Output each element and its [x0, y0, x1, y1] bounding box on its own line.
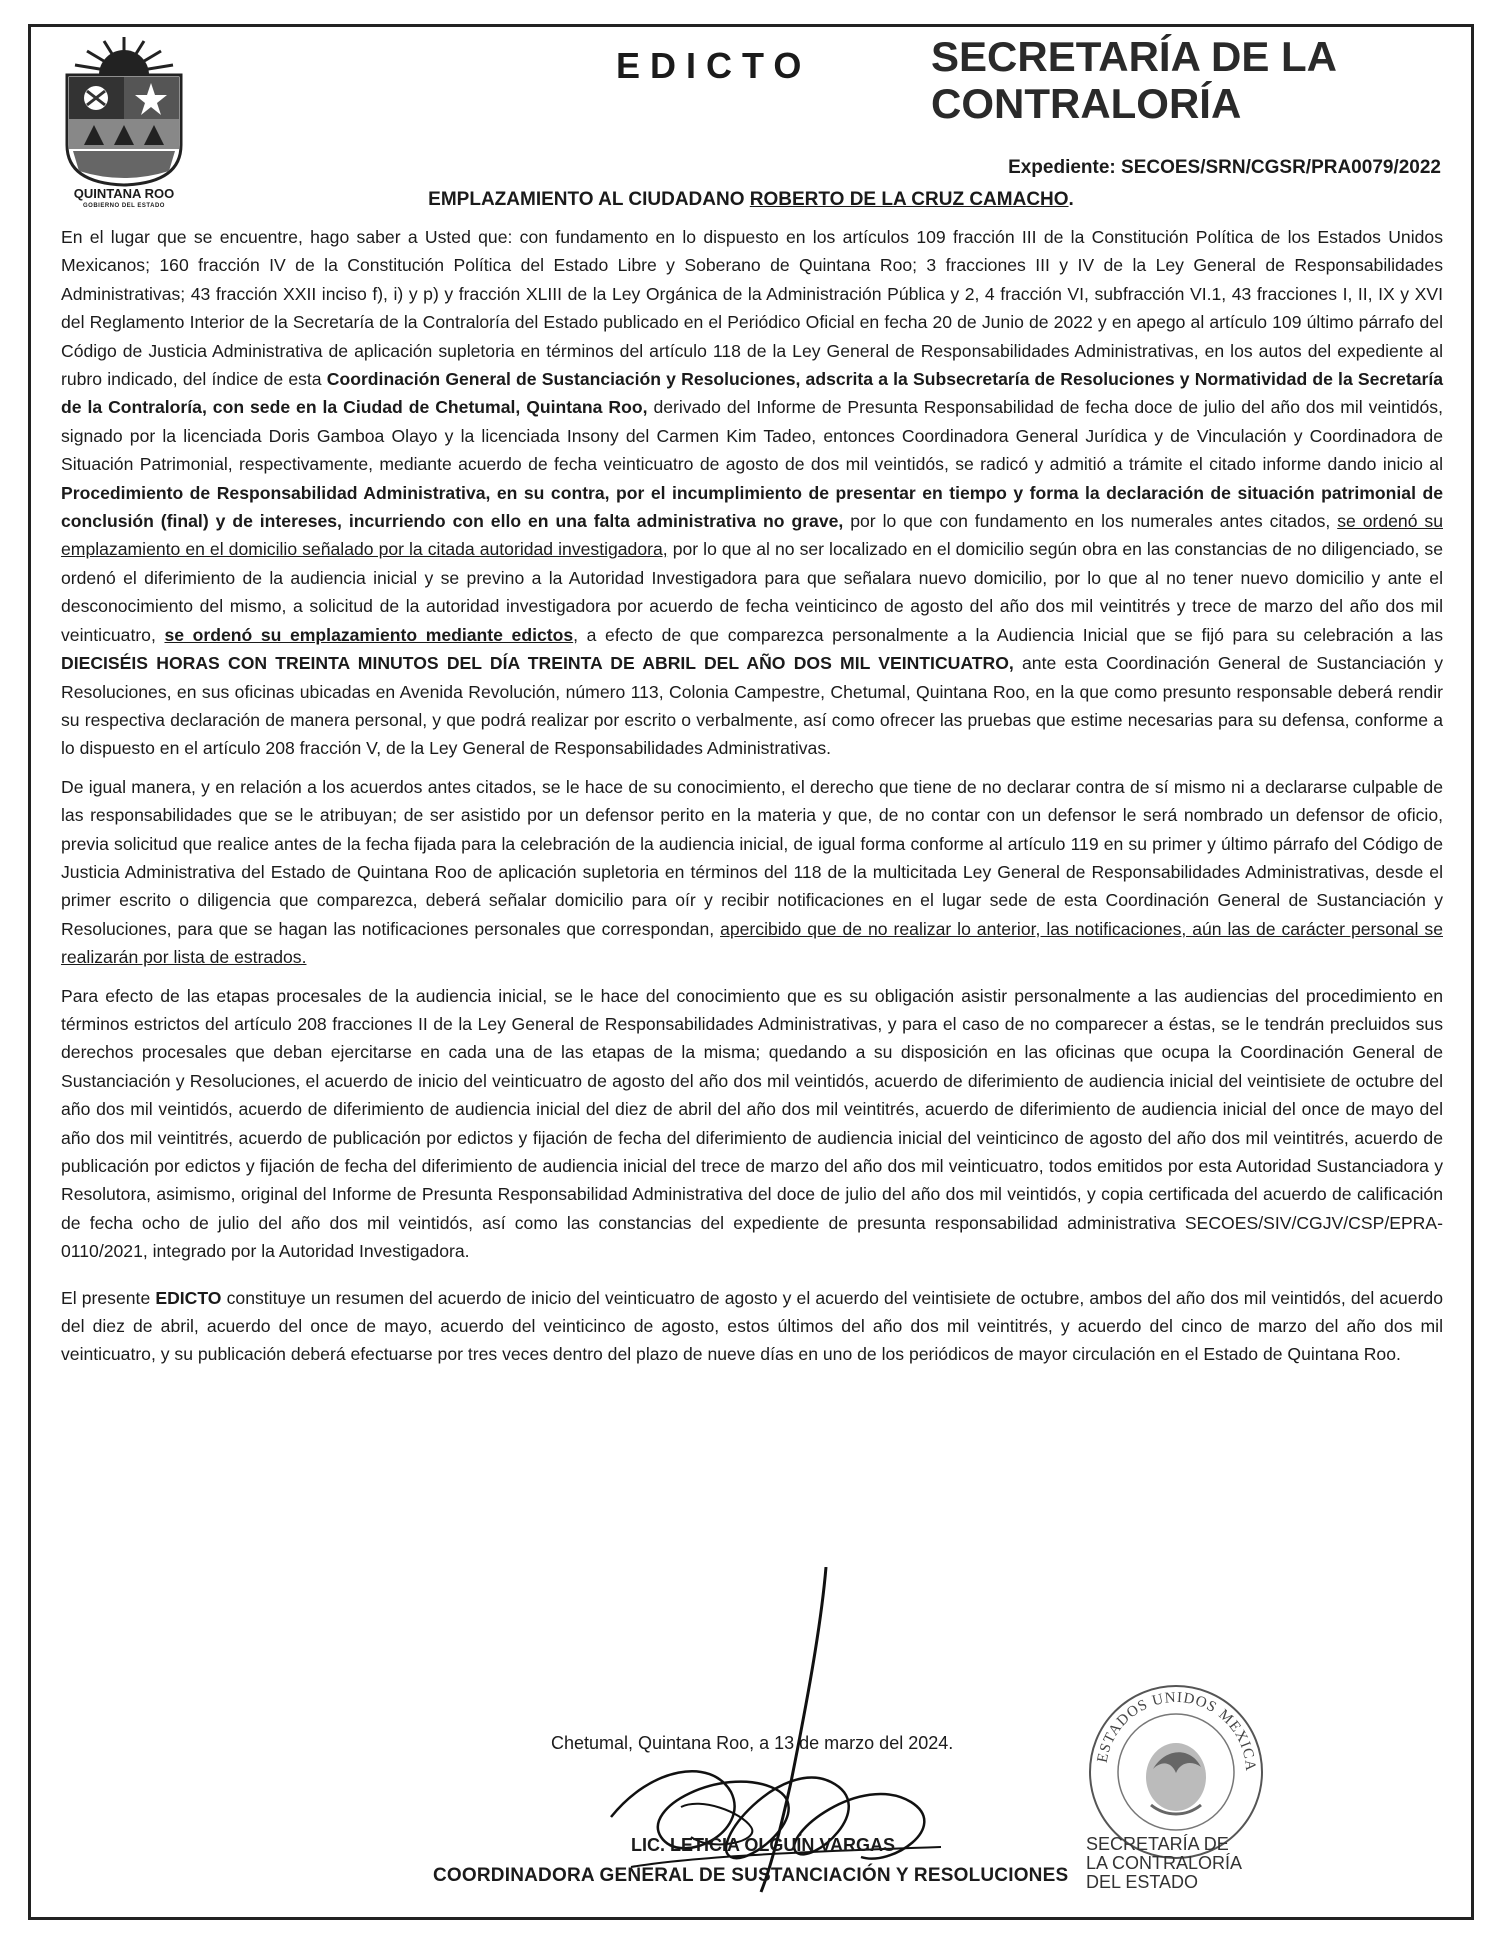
- p1-underline-2: se ordenó su emplazamiento mediante edictos: [164, 624, 574, 645]
- seal-arc-text: ESTADOS UNIDOS MEXICA: [1094, 1689, 1259, 1773]
- paragraph-4: [61, 1284, 1443, 1369]
- seal-line-1: SECRETARÍA DE: [1086, 1834, 1229, 1854]
- expediente-number: Expediente: SECOES/SRN/CGSR/PRA0079/2022: [1008, 157, 1441, 178]
- signer-role: COORDINADORA GENERAL DE SUSTANCIACIÓN Y RESOLUCIONES: [433, 1865, 1069, 1886]
- edicto-heading: EDICTO: [616, 45, 812, 86]
- document-header: [31, 27, 1471, 227]
- p1-text-4: por lo que al no ser localizado en el domicilio según obra en las constancias de no diligenciado, se ordenó el diferimiento de la audiencia inicial y se previno a la Autoridad Investigadora para que señalara nuevo domicilio, por lo que al no tener nuevo domicilio y ante el desconocimiento del mismo, a solicitud de la autoridad investigadora por acuerdo de fecha veinticinco de agosto del año dos mil veintitrés y trece de marzo del año dos mil veinticuatro,: [61, 539, 1443, 645]
- logo-name: QUINTANA ROO: [73, 186, 175, 201]
- p1-text-2: derivado del Informe de Presunta Responsabilidad de fecha doce de julio del año dos mil veintidós, signado por la licenciada Doris Gamboa Olayo y la licenciada Insony del Carmen Kim Tadeo, entonces Coordinadora General Jurídica y de Vinculación y Coordinadora de Situación Patrimonial, respectivamente, mediante acuerdo de fecha veinticuatro de agosto de dos mil veintidós, se radicó y admitió a trámite el citado informe dando inicio al: [61, 397, 1443, 475]
- p3-text-1: Para efecto de las etapas procesales de la audiencia inicial, se le hace del conocimiento que es su obligación asistir personalmente a las audiencias del procedimiento en términos estrictos del artículo 208 fracciones II de la Ley General de Responsabilidades Administrativas, y para el caso de no comparecer a éstas, se le tendrán precluidos sus derechos procesales que deban ejercitarse en cada una de las etapas de la misma; quedando a su disposición en las oficinas que ocupa la Coordinación General de Sustanciación y Resoluciones, el acuerdo de inicio del veinticuatro de agosto del año dos mil veintidós, acuerdo de diferimiento de audiencia inicial del veintisiete de octubre del año dos mil veintidós, acuerdo de diferimiento de audiencia inicial del diez de abril del año dos mil veintitrés, acuerdo de diferimiento de audiencia inicial del once de mayo del año dos mil veintitrés, acuerdo de publicación por edictos y fijación de fecha del diferimiento de audiencia inicial del veinticinco de agosto del año dos mil veintitrés, acuerdo de publicación por edictos y fijación de fecha del diferimiento de audiencia inicial del trece de marzo del año dos mil veinticuatro, todos emitidos por esta Autoridad Sustanciadora y Resolutora, asimismo, original del Informe de Presunta Responsabilidad Administrativa del doce de julio del año dos mil veintidós, y copia certificada del acuerdo de calificación de fecha ocho de julio del año dos mil veintidós, así como las constancias del expediente de presunta responsabilidad administrativa SECOES/SIV/CGJV/CSP/EPRA-0110/2021, integrado por la Autoridad Investigadora.: [61, 985, 1443, 1262]
- logo-subtitle: GOBIERNO DEL ESTADO: [83, 203, 165, 209]
- p2-text-1: De igual manera, y en relación a los acuerdos antes citados, se le hace de su conocimiento, el derecho que tiene de no declarar contra de sí mismo ni a declararse culpable de las responsabilidades que se le atribuyan; de ser asistido por un defensor perito en la materia y que, de no contar con un defensor le será nombrado un defensor de oficio, previa solicitud que realice antes de la fecha fijada para la celebración de la audiencia inicial, de igual forma conforme al artículo 119 en su primer y último párrafo del Código de Justicia Administrativa del Estado de Quintana Roo de aplicación supletoria en términos del 118 de la multicitada Ley General de Responsabilidades Administrativas, desde el primer escrito o diligencia que comparezca, deberá señalar domicilio para oír y recibir notificaciones en el lugar sede de esta Coordinación General de Sustanciación y Resoluciones, para que se hagan las notificaciones personales que correspondan,: [61, 776, 1443, 939]
- paragraph-3: [61, 982, 1443, 1266]
- signer-name: LIC. LETICIA OLGUÍN VARGAS: [631, 1835, 895, 1855]
- title-suffix: .: [1068, 189, 1074, 210]
- document-body: [61, 223, 1443, 1379]
- secretaria-heading: [931, 33, 1451, 127]
- emplazamiento-title: [31, 186, 1471, 211]
- paragraph-1: [61, 223, 1443, 763]
- p1-text-5: , a efecto de que comparezca personalmente a la Audiencia Inicial que se fijó para su celebración a las: [573, 624, 1443, 645]
- secretaria-line-2: CONTRALORÍA: [931, 80, 1242, 127]
- p4-bold-1: EDICTO: [155, 1287, 222, 1308]
- citizen-name: ROBERTO DE LA CRUZ CAMACHO: [749, 189, 1069, 210]
- p1-text-3: por lo que con fundamento en los numerales antes citados,: [843, 511, 1338, 532]
- secretaria-line-1: SECRETARÍA DE LA: [931, 33, 1338, 80]
- p1-bold-3: DIECISÉIS HORAS CON TREINTA MINUTOS DEL DÍA TREINTA DE ABRIL DEL AÑO DOS MIL VEINTICUATRO,: [61, 653, 1014, 674]
- seal-line-2: LA CONTRALORÍA: [1086, 1853, 1243, 1873]
- place-and-date: Chetumal, Quintana Roo, a 13 de marzo del 2024.: [551, 1733, 954, 1753]
- seal-line-3: DEL ESTADO: [1086, 1872, 1199, 1892]
- title-prefix: EMPLAZAMIENTO AL CIUDADANO: [428, 189, 750, 210]
- p1-bold-1: Coordinación General de Sustanciación y Resoluciones, adscrita a la Subsecretaría de Resoluciones y Normatividad de la Secretaría de la Contraloría, con sede en la Ciudad de Chetumal, Quintana Roo,: [61, 369, 1444, 418]
- p2-underline-1: apercibido que de no realizar lo anterior, las notificaciones, aún las de carácter personal se realizarán por lista de estrados.: [61, 918, 1443, 968]
- document-page: [28, 24, 1474, 1920]
- p1-underline-1: se ordenó su emplazamiento en el domicilio señalado por la citada autoridad investigadora,: [61, 511, 1443, 560]
- seal-caption: [1086, 1835, 1276, 1892]
- p1-text-1: En el lugar que se encuentre, hago saber a Usted que: con fundamento en lo dispuesto en los artículos 109 fracción III de la Constitución Política de los Estados Unidos Mexicanos; 160 fracción IV de la Constitución Política del Estado Libre y Soberano de Quintana Roo; 3 fracciones III y IV de la Ley General de Responsabilidades Administrativas; 43 fracción XXII inciso f), i) y p) y fracción XLIII de la Ley Orgánica de la Administración Pública y 2, 4 fracción VI, subfracción VI.1, 43 fracciones I, II, IX y XVI del Reglamento Interior de la Secretaría de la Contraloría del Estado publicado en el Periódico Oficial en fecha 20 de Junio de 2022 y en apego al artículo 109 último párrafo del Código de Justicia Administrativa de aplicación supletoria en términos del artículo 118 de la Ley General de Responsabilidades Administrativas, en los autos del expediente al rubro indicado, del índice de esta: [61, 227, 1443, 390]
- p4-text-2: constituye un resumen del acuerdo de inicio del veinticuatro de agosto y el acuerdo del veintisiete de octubre, ambos del año dos mil veintidós, del acuerdo del diez de abril, acuerdo del once de mayo, acuerdo del veinticinco de agosto, estos últimos del año dos mil veintitrés, y acuerdo del cinco de marzo del año dos mil veinticuatro, y su publicación deberá efectuarse por tres veces dentro del plazo de nueve días en uno de los periódicos de mayor circulación en el Estado de Quintana Roo.: [61, 1287, 1443, 1365]
- p1-text-6: ante esta Coordinación General de Sustanciación y Resoluciones, en sus oficinas ubicadas en Avenida Revolución, número 113, Colonia Campestre, Chetumal, Quintana Roo, en la que como presunto responsable deberá rendir su respectiva declaración de manera personal, y que podrá realizar por escrito o verbalmente, así como ofrecer las pruebas que estime necesarias para su defensa, conforme a lo dispuesto en el artículo 208 fracción V, de la Ley General de Responsabilidades Administrativas.: [61, 653, 1443, 759]
- paragraph-2: [61, 773, 1443, 972]
- p4-text-1: El presente: [61, 1287, 156, 1308]
- p1-bold-2: Procedimiento de Responsabilidad Administrativa, en su contra, por el incumplimiento de presentar en tiempo y forma la declaración de situación patrimonial de conclusión (final) y de intereses, incurriendo con ello en una falta administrativa no grave,: [61, 482, 1443, 532]
